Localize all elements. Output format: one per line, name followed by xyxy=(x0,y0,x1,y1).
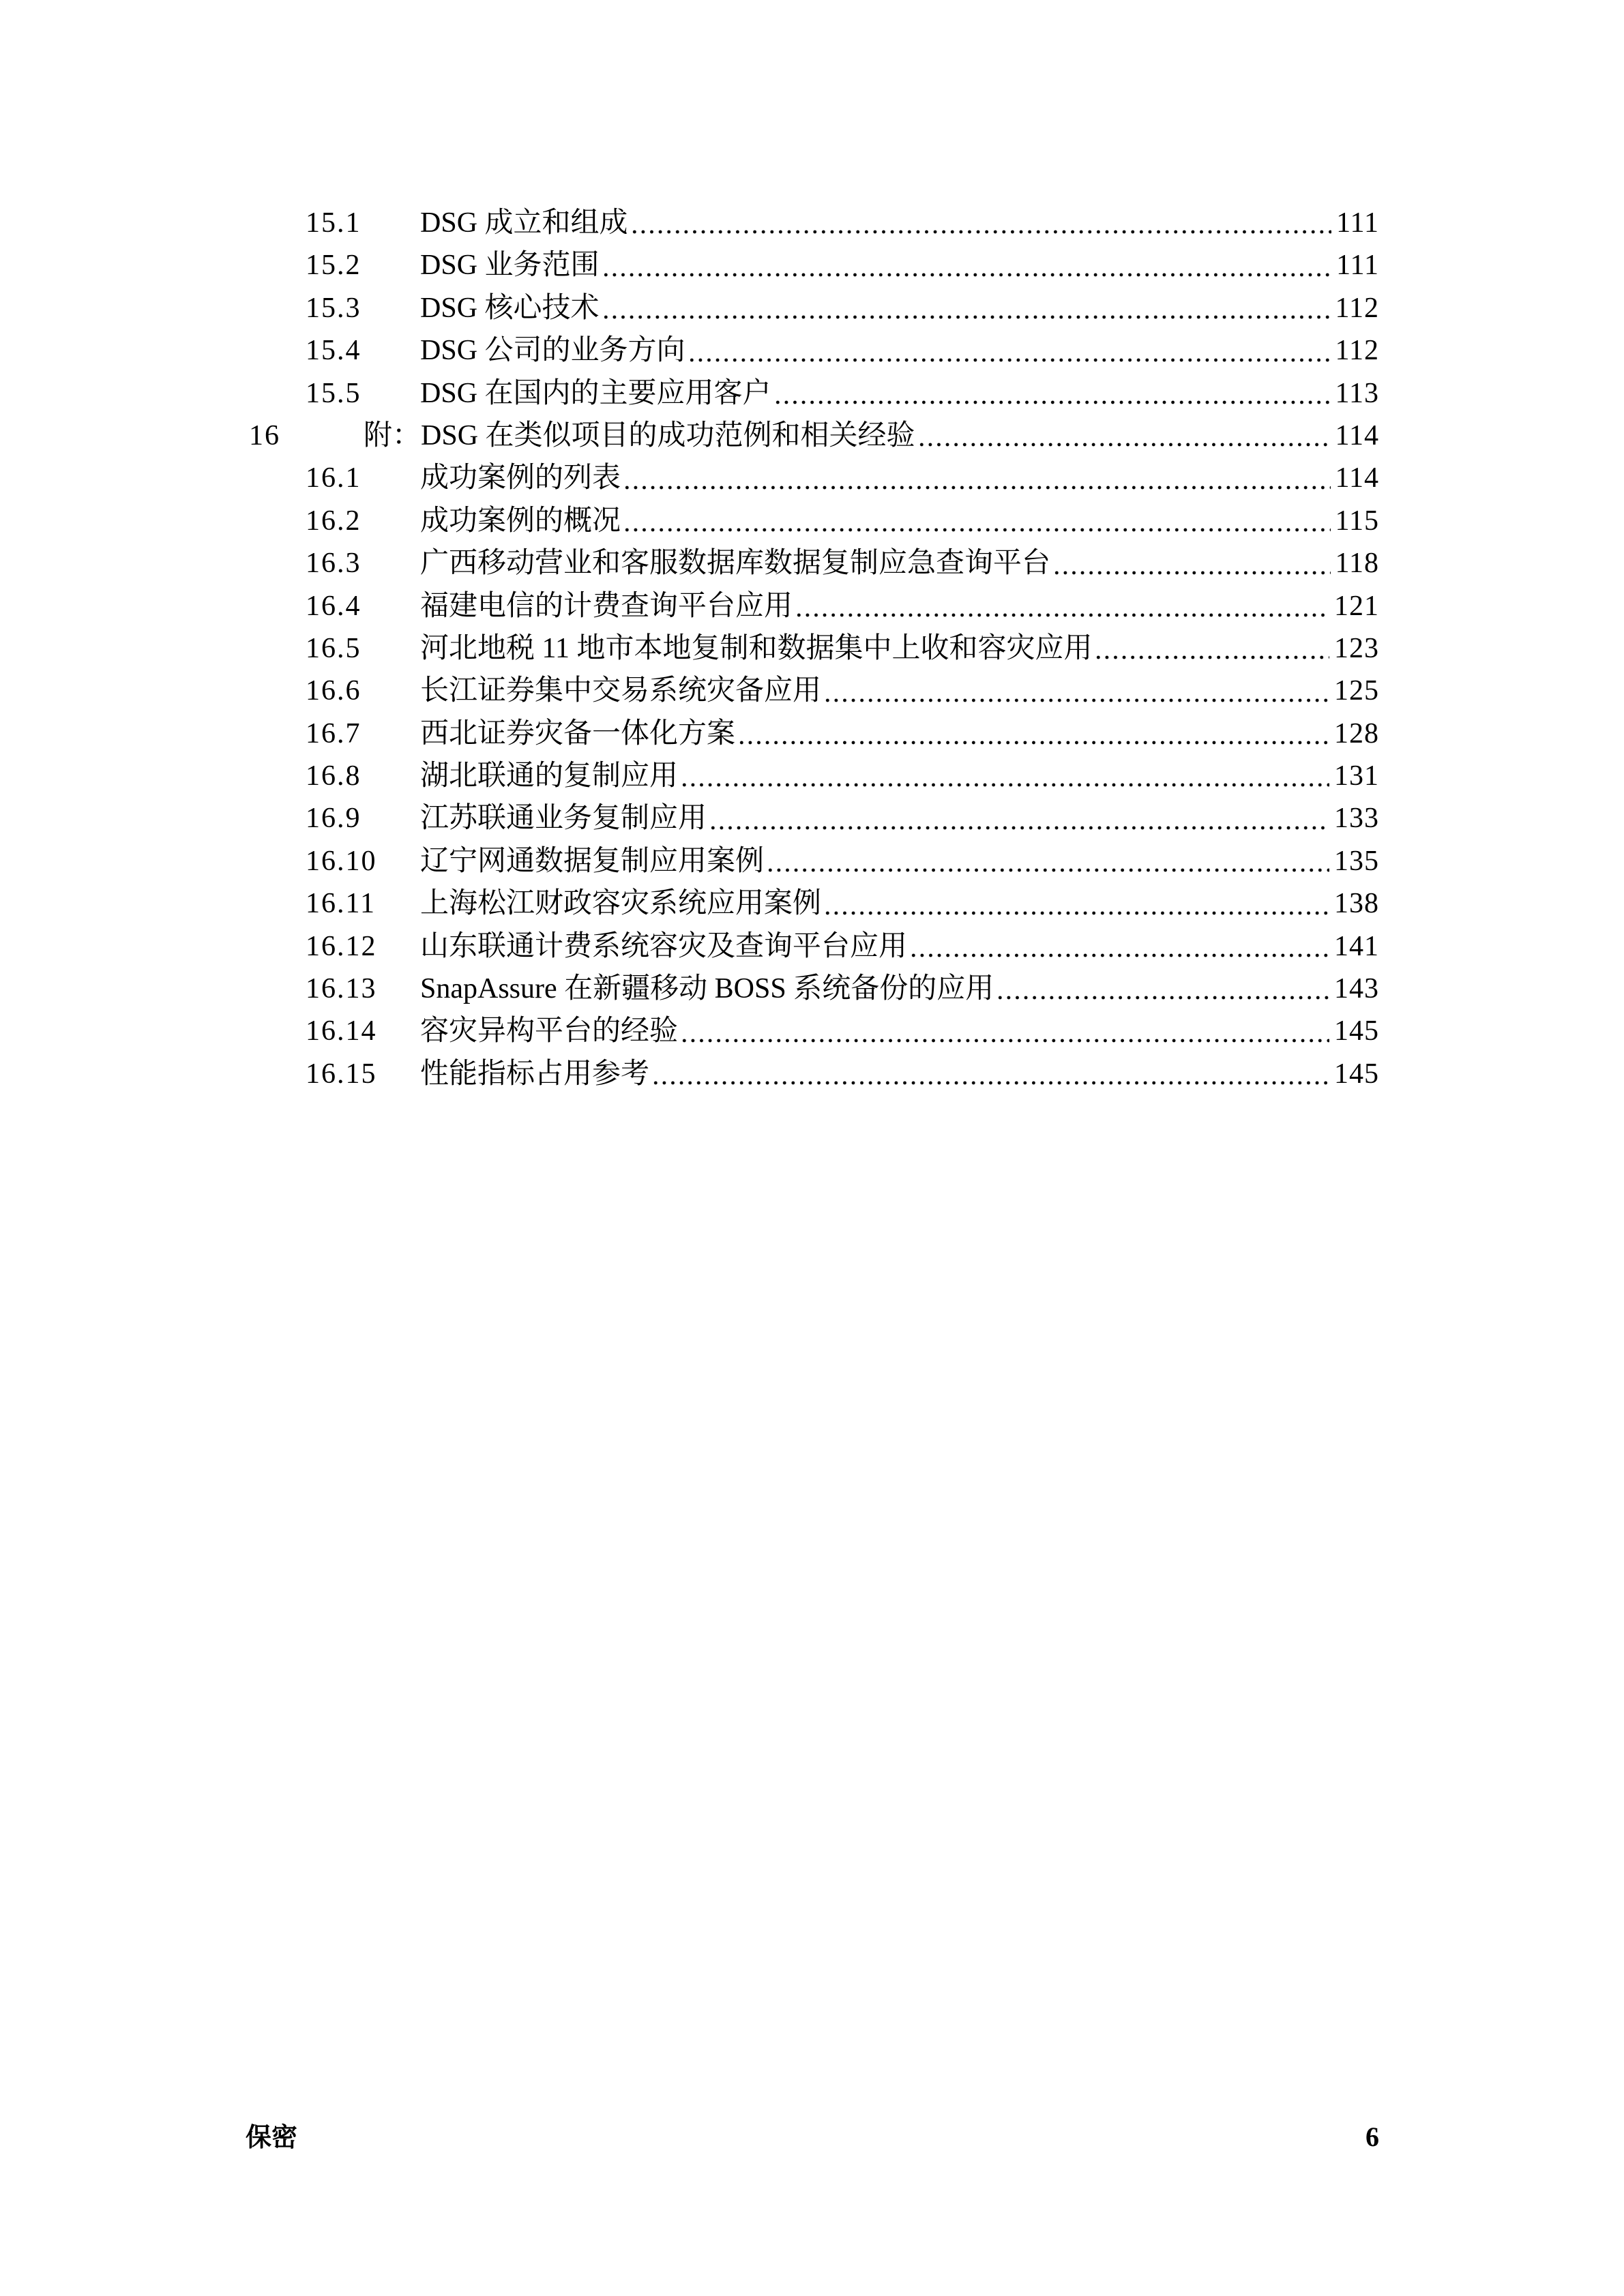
toc-entry-title: 河北地税 11 地市本地复制和数据集中上收和容灾应用 xyxy=(420,632,1093,664)
toc-entry-number: 15.2 xyxy=(306,250,361,282)
toc-entry xyxy=(249,542,1379,584)
toc-entry-number: 15.3 xyxy=(306,292,361,324)
toc-leader-dots xyxy=(773,372,1331,415)
toc-entry-title: 西北证券灾备一体化方案 xyxy=(420,717,736,749)
toc-entry-page-number: 111 xyxy=(1336,250,1379,282)
toc-leader-dots xyxy=(766,840,1329,882)
toc-entry-page-number: 123 xyxy=(1334,632,1379,664)
toc-entry-number: 16.7 xyxy=(306,717,361,749)
toc-entry-number: 16.14 xyxy=(306,1015,377,1047)
toc-entry-number: 16.6 xyxy=(306,675,361,707)
toc-entry-title: 性能指标占用参考 xyxy=(420,1058,650,1090)
toc-leader-dots xyxy=(602,287,1331,329)
toc-leader-dots xyxy=(795,585,1329,627)
toc-entry xyxy=(249,1053,1379,1095)
toc-entry-title: 广西移动营业和客服数据库数据复制应急查询平台 xyxy=(420,548,1051,580)
toc-entry-number: 16 xyxy=(249,419,280,451)
toc-entry-number: 16.11 xyxy=(306,888,376,920)
toc-leader-dots xyxy=(823,882,1329,925)
toc-entry-title: 湖北联通的复制应用 xyxy=(420,760,679,792)
toc-entry-number: 16.9 xyxy=(306,803,361,835)
toc-entry xyxy=(249,797,1379,839)
toc-entry-title: DSG 核心技术 xyxy=(420,292,600,324)
toc-entry-title: 附：DSG 在类似项目的成功范例和相关经验 xyxy=(364,419,915,451)
toc-entry-page-number: 125 xyxy=(1334,675,1379,707)
footer-classification-label: 保密 xyxy=(246,2123,298,2152)
toc-leader-dots xyxy=(623,500,1331,542)
toc-entry-number: 15.5 xyxy=(306,377,361,409)
toc-entry-title: DSG 公司的业务方向 xyxy=(420,335,685,367)
toc-leader-dots xyxy=(737,713,1329,755)
toc-entry-page-number: 135 xyxy=(1334,845,1379,877)
toc-entry-page-number: 113 xyxy=(1335,377,1379,409)
toc-entry xyxy=(249,882,1379,925)
toc-entry xyxy=(249,202,1379,244)
toc-leader-dots xyxy=(680,755,1329,797)
toc-entry-title: 山东联通计费系统容灾及查询平台应用 xyxy=(420,930,908,962)
toc-entry-number: 15.4 xyxy=(306,335,361,367)
toc-entry xyxy=(249,627,1379,670)
toc-leader-dots xyxy=(623,457,1331,499)
toc-leader-dots xyxy=(1094,627,1329,670)
toc-entry-title: DSG 业务范围 xyxy=(420,250,600,282)
toc-entry-title: DSG 在国内的主要应用客户 xyxy=(420,377,771,409)
toc-entry-page-number: 128 xyxy=(1334,717,1379,749)
toc-entry-title: 上海松江财政容灾系统应用案例 xyxy=(420,888,822,920)
page-footer xyxy=(246,2119,1379,2156)
toc-entry-title: DSG 成立和组成 xyxy=(420,207,628,239)
toc-entry-title: 辽宁网通数据复制应用案例 xyxy=(420,845,765,877)
toc-entry xyxy=(249,670,1379,712)
toc-entry-page-number: 138 xyxy=(1334,888,1379,920)
toc-entry xyxy=(249,287,1379,329)
toc-entry-title: SnapAssure 在新疆移动 BOSS 系统备份的应用 xyxy=(420,973,994,1005)
toc-entry-title: 成功案例的概况 xyxy=(420,505,621,537)
toc-leader-dots xyxy=(688,329,1331,372)
toc-entry-number: 16.1 xyxy=(306,462,361,494)
toc-entry xyxy=(249,713,1379,755)
toc-entry-page-number: 112 xyxy=(1335,292,1379,324)
toc-entry-number: 15.1 xyxy=(306,207,361,239)
toc-entry xyxy=(249,1010,1379,1052)
toc-entry xyxy=(249,585,1379,627)
toc-entry-page-number: 118 xyxy=(1335,548,1379,580)
toc-entry xyxy=(249,840,1379,882)
toc-entry-page-number: 112 xyxy=(1335,335,1379,367)
toc-entry xyxy=(249,755,1379,797)
toc-entry xyxy=(249,372,1379,415)
toc-entry xyxy=(249,925,1379,968)
toc-entry-page-number: 145 xyxy=(1334,1015,1379,1047)
toc-entry-page-number: 121 xyxy=(1334,590,1379,622)
toc-entry-number: 16.15 xyxy=(306,1058,377,1090)
toc-entry-title: 江苏联通业务复制应用 xyxy=(420,803,707,835)
toc-entry-number: 16.10 xyxy=(306,845,377,877)
toc-entry-page-number: 143 xyxy=(1334,973,1379,1005)
toc-leader-dots xyxy=(917,415,1331,457)
toc-entry-page-number: 133 xyxy=(1334,803,1379,835)
toc-entry-page-number: 141 xyxy=(1334,930,1379,962)
toc-entry xyxy=(249,415,1379,457)
toc-entry-page-number: 114 xyxy=(1335,462,1379,494)
toc-entry-number: 16.12 xyxy=(306,930,377,962)
toc-entry-page-number: 111 xyxy=(1336,207,1379,239)
toc-leader-dots xyxy=(651,1053,1329,1095)
toc-entry xyxy=(249,457,1379,499)
toc-leader-dots xyxy=(602,244,1332,286)
toc-leader-dots xyxy=(996,968,1329,1010)
toc-entry-page-number: 114 xyxy=(1335,419,1379,451)
toc-entry-page-number: 145 xyxy=(1334,1058,1379,1090)
toc-entry-number: 16.8 xyxy=(306,760,361,792)
toc-leader-dots xyxy=(909,925,1329,968)
toc-entry-number: 16.5 xyxy=(306,632,361,664)
toc-entry-number: 16.2 xyxy=(306,505,361,537)
toc-leader-dots xyxy=(709,797,1329,839)
toc-entry-number: 16.3 xyxy=(306,548,361,580)
toc-entry xyxy=(249,968,1379,1010)
footer-page-number: 6 xyxy=(1365,2121,1379,2152)
toc-entry xyxy=(249,329,1379,372)
toc-leader-dots xyxy=(823,670,1329,712)
toc-entry-page-number: 115 xyxy=(1335,505,1379,537)
toc-entry-number: 16.4 xyxy=(306,590,361,622)
toc-entry-title: 成功案例的列表 xyxy=(420,462,621,494)
toc-leader-dots xyxy=(630,202,1332,244)
toc-entry-page-number: 131 xyxy=(1334,760,1379,792)
toc-leader-dots xyxy=(680,1010,1329,1052)
toc-entry xyxy=(249,500,1379,542)
toc-entry-title: 容灾异构平台的经验 xyxy=(420,1015,679,1047)
toc-leader-dots xyxy=(1052,542,1331,584)
toc-entry-title: 福建电信的计费查询平台应用 xyxy=(420,590,793,622)
toc-entry xyxy=(249,244,1379,286)
toc-entry-title: 长江证券集中交易系统灾备应用 xyxy=(420,675,822,707)
table-of-contents xyxy=(249,202,1379,1095)
toc-entry-number: 16.13 xyxy=(306,973,377,1005)
